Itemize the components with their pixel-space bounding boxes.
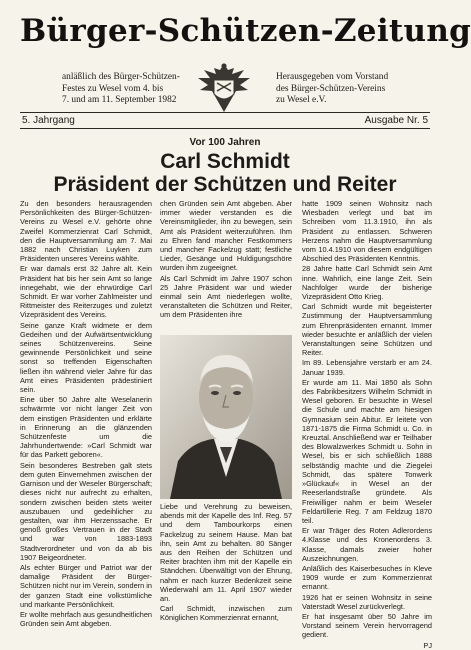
heraldic-eagle-icon — [190, 58, 258, 118]
paragraph: Er hat insgesamt über 50 Jahre im Vorstand seinem Verein hervorragend gedient. — [302, 611, 432, 640]
paragraph: Als Carl Schmidt im Jahre 1907 schon 25 Jahre Präsident war und wieder einmal sein Amt niederlegen wollte, veranstalteten die Schützen und Reiter, um dem Präsidenten ihre — [160, 273, 292, 320]
subtitle-left-line: anläßlich des Bürger-Schützen- — [62, 72, 180, 82]
article-column-3 — [302, 199, 432, 650]
paragraph: Eine über 50 Jahre alte Weselanerin schwärmte vor nicht langer Zeit von dem einstigen Präsidenten und erklärte in Erinnerung an die glänzenden Schützenfeste um die Jahrhundertwende: »Carl Schmidt war für das Parkett geboren«. — [20, 395, 152, 460]
paragraph: Seine ganze Kraft widmete er dem Gedeihen und der Aufwärtsentwicklung seines Schützenvereins. Seine gewinnende Persönlichkeit und seine sonst so treffenden Eigenschaften ließen ihn während vieler Jahre für das Amt eines Präsidenten prädestiniert sein. — [20, 320, 152, 395]
author-signature: PJ — [423, 640, 432, 650]
paragraph: Zu den besonders herausragenden Persönlichkeiten des Bürger-Schützen-Vereins zu Wesel e.V. gehörte ohne Zweifel Kommerzienrat Carl Schmidt, den die Hauptversammlung am 7. Mai 1882 nach Christian Luyken zum Präsidenten unseres Vereins wählte. — [20, 199, 152, 264]
subtitle-right-line: Herausgegeben vom Vorstand — [276, 72, 389, 82]
article-kicker: Vor 100 Jahren — [189, 137, 261, 148]
paragraph: Carl Schmidt, inzwischen zum Königlichen Kommerzienrat ernannt, — [160, 604, 292, 623]
paragraph: 28 Jahre hatte Carl Schmidt sein Amt inne. Wahrlich, eine lange Zeit. Sein Nachfolger wurde der bisherige Vizepräsident Otto Krieg. — [302, 264, 432, 302]
article-headline: Carl Schmidt — [160, 150, 290, 173]
portrait-photo — [160, 335, 292, 499]
masthead-subtitle-left — [62, 72, 180, 107]
issue-number: Ausgabe Nr. 5 — [364, 115, 428, 126]
subtitle-right-line: des Bürger-Schützen-Vereins — [276, 83, 386, 94]
paragraph: hatte 1909 seinen Wohnsitz nach Wiesbaden verlegt und bat im Schreiben vom 11.3.1910, ihn als Präsident zu entlassen. Schweren Herzens nahm die Hauptversammlung vom 10.4.1910 von diesem endgültigen Abschied des Präsidenten Kenntnis. — [302, 199, 432, 264]
paragraph: 1926 hat er seinen Wohnsitz in seine Vaterstadt Wesel zurückverlegt. — [302, 592, 432, 611]
masthead-subtitle-right — [276, 72, 426, 107]
subtitle-left-line: Festes zu Wesel vom 4. bis — [62, 83, 164, 94]
paragraph: Als echter Bürger und Patriot war der damalige Präsident der Bürger-Schützen nicht nur im Verein, sondern in der ganzen Stadt eine volkstümliche und markante Persönlichkeit. — [20, 562, 152, 609]
paragraph: Er wurde am 11. Mai 1850 als Sohn des Fabrikbesitzers Wilhelm Schmidt in Wesel geboren. Er besuchte in Wesel die Schule und machte am hiesigen Gymnasium sein Abitur. Er leitete von 1871-1875 die Firma Schmidt u. Co. in Kreuztal. Anschließend war er Teilhaber des Blowalzwerkes Schmidt u. Sohn in Wesel, bis er sich schließlich 1888 selbständig machte und die Ziegelei Schmidt, das spätere Tonwerk »Glückauf« in Wesel an der Reeserlandstraße gründete. Als Freiwilliger nahm er beim Weseler Feldartillerie Reg. 7 am Feldzug 1870 teil. — [302, 377, 432, 525]
paragraph: Er war Träger des Roten Adlerordens 4.Klasse und des Kronenordens 3. Klasse, damals zweier hoher Auszeichnungen. — [302, 526, 432, 563]
paragraph: Im 89. Lebensjahre verstarb er am 24. Januar 1939. — [302, 358, 432, 377]
paragraph: Carl Schmidt wurde mit begeisterter Zustimmung der Hauptversammlung zum Ehrenpräsidenten ernannt. Immer wieder besuchte er anläßlich der vielen Veranstaltungen seine Schützen und Reiter. — [302, 302, 432, 358]
paragraph: Liebe und Verehrung zu beweisen, abends mit der Kapelle des Inf. Reg. 57 und dem Tambourkorps einen Fackelzug zu seinem Hause. Man bat ihn, sein Amt zu behalten. 80 Sänger aus den Reihen der Schützen und Reiter brachten ihm mit der Kapelle ein Ständchen. Überwältigt von der Ehrung, nahm er nach kurzer Bedenkzeit seine Wiederwahl am 11. April 1907 wieder an. — [160, 502, 292, 604]
paragraph: Anläßlich des Kaiserbesuches in Kleve 1909 wurde er zum Kommerzienrat ernannt. — [302, 563, 432, 592]
paragraph: chen Gründen sein Amt abgeben. Aber immer wieder verstanden es die Vereinsmitglieder, ihn zu bewegen, sein Amt als Präsident weiterzuführen. Ihm zu Ehren fand mancher Festkommers und mancher Fackelzug statt; festliche Lieder, Gesänge und Huldigungschöre wurden ihm zugeeignet. — [160, 199, 292, 273]
article-column-1 — [20, 199, 152, 635]
subtitle-left-line: 7. und am 11. September 1982 — [62, 95, 177, 105]
article-subheadline: Präsident der Schützen und Reiter — [53, 173, 397, 196]
article-column-2-bottom — [160, 502, 292, 635]
divider — [20, 112, 430, 113]
masthead-title: Bürger-Schützen-Zeitung — [20, 13, 471, 49]
paragraph: Er wollte mehrfach aus gesundheitlichen Gründen sein Amt abgeben. — [20, 609, 152, 629]
divider — [20, 128, 430, 129]
paragraph: Sein besonderes Bestreben galt stets dem guten Einvernehmen zwischen der Garnison und der Weseler Bürgerschaft; dieses nicht nur aufrecht zu erhalten, sondern zwischen beiden stets weiter auszubauen und gedeihlicher zu gestalten, war ihm Herzenssache. Er genoß großes Vertrauen in der Stadt und war von 1883-1893 Stadtverordneter und von da ab bis 1907 Beigeordneter. — [20, 460, 152, 562]
issue-volume: 5. Jahrgang — [22, 115, 75, 126]
article-column-2-top — [160, 199, 292, 339]
paragraph: Er war damals erst 32 Jahre alt. Kein Präsident hat bis her sein Amt so lange innegehabt, wie der ehrwürdige Carl Schmidt. Er war vorher Zahlmeister und Rittmeister des Reiterzuges und zuletzt Vizepräsident des Vereins. — [20, 264, 152, 320]
subtitle-right-line: zu Wesel e.V. — [276, 95, 327, 105]
